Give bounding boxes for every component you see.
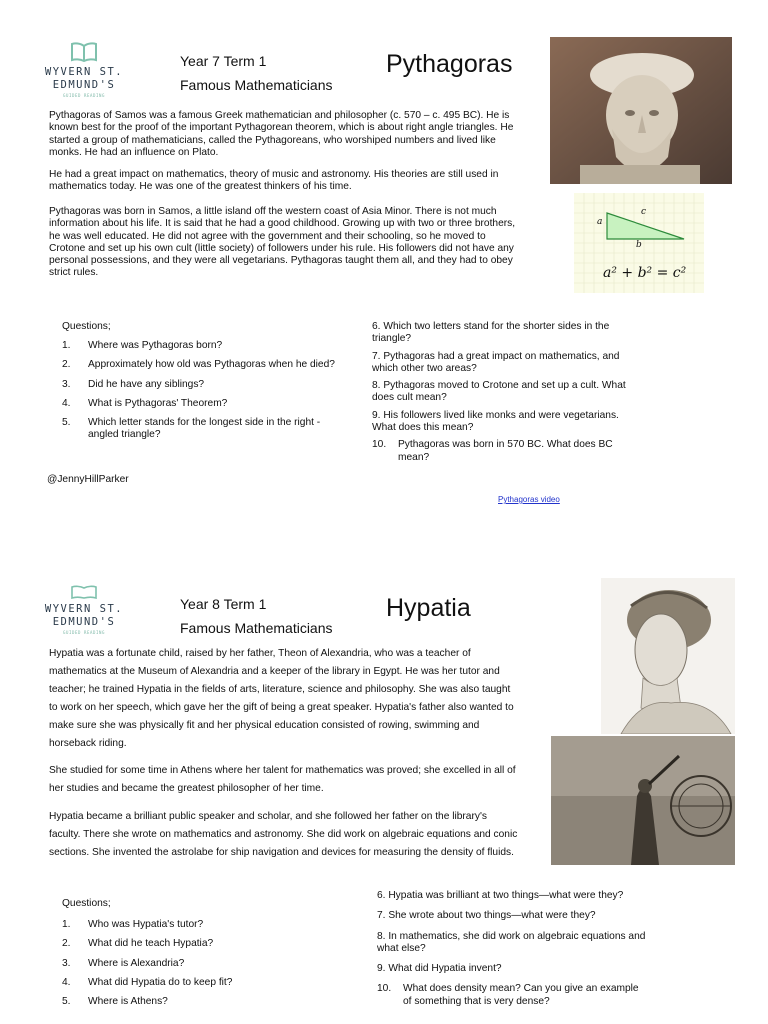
- questions-list-left: [62, 919, 337, 1008]
- question-item: 9. What did Hypatia invent?: [377, 963, 502, 975]
- question-item: 5. Which letter stands for the longest side in the right -angled triangle?: [62, 417, 321, 441]
- logo-line-1: WYVERN ST.: [44, 66, 124, 78]
- athens-paragraph: She studied for some time in Athens where her talent for mathematics was proved; she excelled in all of her studies and became the greatest philosopher of her time.: [49, 765, 516, 794]
- question-item: 5. Where is Athens?: [62, 996, 168, 1008]
- theorem-formula: a² + b² = c²: [603, 265, 687, 281]
- question-item: 10. Pythagoras was born in 570 BC. What does BC mean?: [372, 439, 613, 463]
- question-item: 2. What did he teach Hypatia?: [62, 938, 214, 950]
- pythagoras-bust-image: [550, 37, 732, 184]
- question-item: 1. Where was Pythagoras born?: [62, 340, 223, 351]
- questions-list-right: [377, 890, 649, 1008]
- scholar-paragraph: Hypatia became a brilliant public speaker and scholar, and she followed her father on the library's faculty. There she wrote on mathematics and astronomy. She did work on algebraic equations and conic sections. She invented the astrolabe for ship navigation and devices for measuring the density of fluids.: [49, 811, 518, 858]
- question-item: 2. Approximately how old was Pythagoras when he died?: [62, 359, 335, 371]
- question-item: 4. What did Hypatia do to keep fit?: [62, 976, 233, 988]
- open-book-icon: [71, 42, 97, 62]
- childhood-paragraph: Hypatia was a fortunate child, raised by her father, Theon of Alexandria, who was a teacher of mathematics at the Museum of Alexandria and a keeper of the library in Egypt. He was her tutor and teacher; he trained Hypatia in the fields of arts, literature, science and philosophy. She was also taught to work on her speech, which gave her the gift of being a great speaker. Hypatia's father also wanted to make sure she was physically fit and her physical education consisted of rowing, swimming and horseback riding.: [49, 648, 514, 749]
- subject-label: Famous Mathematicians: [180, 620, 333, 636]
- impact-paragraph: He had a great impact on mathematics, theory of music and astronomy. His theories are still used in mathematics today. He was one of the greatest thinkers of his time.: [49, 169, 499, 193]
- logo-line-2: EDMUND'S: [52, 79, 116, 91]
- question-item: 7. Pythagoras had a great impact on mathematics, and which other two areas?: [372, 350, 620, 374]
- question-item: 8. In mathematics, she did work on algebraic equations and what else?: [377, 930, 646, 954]
- questions-list-right: [372, 321, 644, 464]
- question-item: 1. Who was Hypatia's tutor?: [62, 919, 204, 930]
- hypatia-astronomy-image: [551, 736, 735, 865]
- question-item: 3. Where is Alexandria?: [62, 957, 185, 969]
- question-item: 4. What is Pythagoras' Theorem?: [62, 397, 228, 409]
- author-handle: @JennyHillParker: [47, 474, 129, 485]
- questions-list-left: [62, 340, 337, 442]
- side-b-label: b: [636, 240, 642, 250]
- pythagoras-video-link[interactable]: Pythagoras video: [498, 495, 560, 504]
- page-title: Hypatia: [386, 594, 471, 622]
- year-term: Year 7 Term 1: [180, 53, 267, 69]
- question-item: 8. Pythagoras moved to Crotone and set up a cult. What does cult mean?: [372, 380, 626, 404]
- question-item: 3. Did he have any siblings?: [62, 378, 205, 390]
- intro-paragraph: Pythagoras of Samos was a famous Greek mathematician and philosopher (c. 570 – c. 495 BC). He is known best for the proof of the important Pythagorean theorem, which is about right angle triangles. He started a group of mathematicians, called the Pythagoreans, who worshiped numbers and lived like monks. He had an influence on Plato.: [49, 110, 514, 158]
- school-logo: [44, 585, 124, 635]
- hypatia-portrait-image: [601, 578, 735, 734]
- open-book-icon: [71, 585, 97, 599]
- question-item: 9. His followers lived like monks and were vegetarians. What does this mean?: [372, 409, 619, 434]
- logo-line-3: GUIDED READING: [62, 93, 106, 98]
- questions-heading: Questions;: [62, 321, 111, 332]
- questions-heading: Questions;: [62, 898, 111, 909]
- question-item: 6. Hypatia was brilliant at two things—what were they?: [377, 890, 624, 901]
- question-item: 6. Which two letters stand for the shorter sides in the triangle?: [372, 321, 610, 345]
- question-item: 7. She wrote about two things—what were they?: [377, 910, 596, 922]
- year-term: Year 8 Term 1: [180, 596, 267, 612]
- pythagorean-triangle-diagram: [574, 193, 704, 293]
- logo-line-1: WYVERN ST.: [44, 603, 124, 615]
- logo-line-2: EDMUND'S: [52, 616, 116, 628]
- side-a-label: a: [597, 217, 603, 227]
- page-title: Pythagoras: [386, 50, 513, 78]
- logo-line-3: GUIDED READING: [62, 630, 106, 635]
- question-item: 10. What does density mean? Can you give an example of something that is very dense?: [377, 983, 639, 1007]
- side-c-label: c: [641, 207, 647, 217]
- school-logo: [44, 42, 124, 98]
- biography-paragraph: Pythagoras was born in Samos, a little island off the western coast of Asia Minor. There is not much information about his life. It is said that he had a good childhood. Growing up with two or three brothers, he was well educated. He did not agree with the government and their schooling, so he moved to Crotone and set up his own cult (little society) of followers under his rule. His followers did not have any personal possessions, and they were all vegetarians. Pythagoras taught them all, and they had to obey strict rules.: [49, 206, 516, 279]
- subject-label: Famous Mathematicians: [180, 77, 333, 93]
